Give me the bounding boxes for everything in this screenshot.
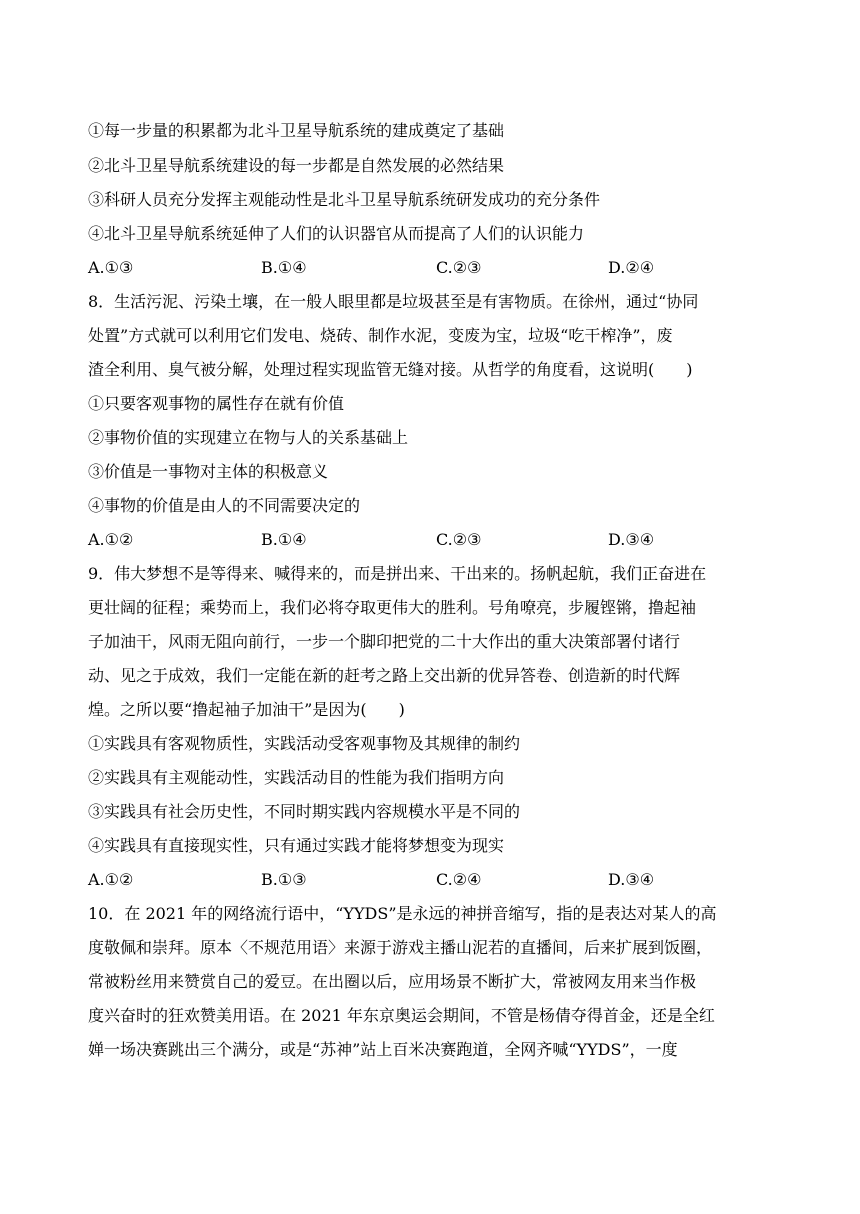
q7-options <box>88 257 788 279</box>
q9-statement-3: ③实践具有社会历史性，不同时期实践内容规模水平是不同的 <box>88 802 521 821</box>
q9-statement-4: ④实践具有直接现实性，只有通过实践才能将梦想变为现实 <box>88 836 505 855</box>
q7-option-a: A.①③ <box>88 258 134 277</box>
q7-statement-4: ④北斗卫星导航系统延伸了人们的认识器官从而提高了人们的认识能力 <box>88 224 585 243</box>
q8-stem-line-1: 8．生活污泥、污染土壤，在一般人眼里都是垃圾甚至是有害物质。在徐州，通过“协同 <box>88 292 699 311</box>
q10-stem-line-3: 常被粉丝用来赞赏自己的爱豆。在出圈以后，应用场景不断扩大，常被网友用来当作极 <box>88 972 697 991</box>
q7-option-b: B.①④ <box>261 258 307 277</box>
q8-statement-2: ②事物价值的实现建立在物与人的关系基础上 <box>88 428 409 447</box>
q8-option-a: A.①② <box>88 530 134 549</box>
q8-options <box>88 529 788 551</box>
q9-stem-line-4: 动、见之于成效，我们一定能在新的赶考之路上交出新的优异答卷、创造新的时代辉 <box>88 666 681 685</box>
q9-option-b: B.①③ <box>261 870 307 889</box>
q8-statement-1: ①只要客观事物的属性存在就有价值 <box>88 394 345 413</box>
q9-option-d: D.③④ <box>608 870 655 889</box>
q8-stem-line-3: 渣全利用、臭气被分解，处理过程实现监管无缝对接。从哲学的角度看，这说明( ) <box>88 360 693 379</box>
q10-stem-line-4: 度兴奋时的狂欢赞美用语。在 2021 年东京奥运会期间，不管是杨倩夺得首金，还是全红 <box>88 1006 715 1025</box>
q9-stem-line-5: 煌。之所以要“撸起袖子加油干”是因为( ) <box>88 700 405 719</box>
q9-stem-line-2: 更壮阔的征程；乘势而上，我们必将夺取更伟大的胜利。号角嘹亮，步履铿锵，撸起袖 <box>88 598 697 617</box>
q9-stem-line-3: 子加油干，风雨无阻向前行，一步一个脚印把党的二十大作出的重大决策部署付诸行 <box>88 632 681 651</box>
q9-option-a: A.①② <box>88 870 134 889</box>
q9-options <box>88 869 788 891</box>
q8-option-b: B.①④ <box>261 530 307 549</box>
q7-option-c: C.②③ <box>436 258 482 277</box>
q10-stem-line-5: 婵一场决赛跳出三个满分，或是“苏神”站上百米决赛跑道，全网齐喊“YYDS”，一度 <box>88 1040 678 1059</box>
q8-statement-4: ④事物的价值是由人的不同需要决定的 <box>88 496 361 515</box>
q9-statement-2: ②实践具有主观能动性，实践活动目的性能为我们指明方向 <box>88 768 505 787</box>
q9-stem-line-1: 9．伟大梦想不是等得来、喊得来的，而是拼出来、干出来的。扬帆起航，我们正奋进在 <box>88 564 707 583</box>
q10-stem-line-2: 度敬佩和崇拜。原本〈不规范用语〉来源于游戏主播山泥若的直播间，后来扩展到饭圈， <box>88 938 713 957</box>
q7-option-d: D.②④ <box>608 258 655 277</box>
q7-statement-3: ③科研人员充分发挥主观能动性是北斗卫星导航系统研发成功的充分条件 <box>88 190 601 209</box>
q9-statement-1: ①实践具有客观物质性，实践活动受客观事物及其规律的制约 <box>88 734 521 753</box>
q8-option-c: C.②③ <box>436 530 482 549</box>
q10-stem-line-1: 10．在 2021 年的网络流行语中，“YYDS”是永远的神拼音缩写，指的是表达对某人的高 <box>88 904 717 923</box>
q8-stem-line-2: 处置”方式就可以利用它们发电、烧砖、制作水泥，变废为宝，垃圾“吃干榨净”，废 <box>88 326 673 345</box>
q7-statement-2: ②北斗卫星导航系统建设的每一步都是自然发展的必然结果 <box>88 156 505 175</box>
q8-option-d: D.③④ <box>608 530 655 549</box>
q9-option-c: C.②④ <box>436 870 482 889</box>
q7-statement-1: ①每一步量的积累都为北斗卫星导航系统的建成奠定了基础 <box>88 121 505 140</box>
q8-statement-3: ③价值是一事物对主体的积极意义 <box>88 462 329 481</box>
